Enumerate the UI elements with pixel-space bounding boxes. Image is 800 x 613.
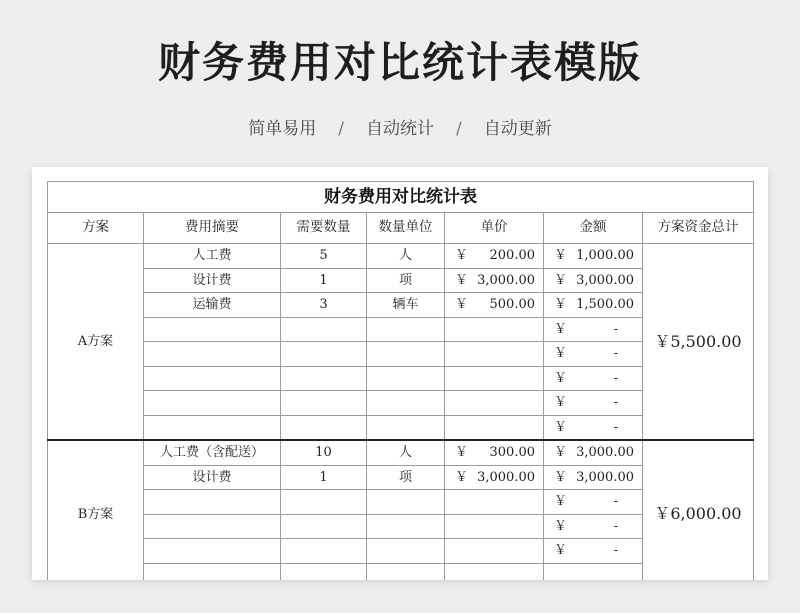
unit-cell-text: 人 bbox=[398, 248, 412, 264]
qty-cell-text: 1 bbox=[319, 272, 328, 288]
qty-cell[interactable] bbox=[281, 539, 367, 564]
plan-cell[interactable] bbox=[48, 244, 144, 441]
qty-cell[interactable] bbox=[281, 514, 367, 539]
qty-cell-text: 3 bbox=[319, 297, 328, 313]
currency-symbol: ￥ bbox=[455, 445, 469, 461]
price-cell[interactable] bbox=[445, 415, 544, 440]
amount-cell[interactable] bbox=[544, 465, 643, 490]
unit-cell[interactable] bbox=[367, 366, 445, 391]
subtitle-item: 自动更新 bbox=[483, 119, 552, 139]
unit-cell[interactable] bbox=[367, 514, 445, 539]
price-cell[interactable] bbox=[445, 539, 544, 564]
amount-cell-value: - bbox=[613, 395, 618, 411]
sheet-card bbox=[32, 167, 768, 580]
amount-cell[interactable] bbox=[544, 440, 643, 465]
subtitle bbox=[0, 114, 800, 139]
amount-cell[interactable] bbox=[544, 366, 643, 391]
price-cell[interactable] bbox=[445, 563, 544, 580]
item-cell[interactable] bbox=[144, 268, 281, 293]
price-cell[interactable] bbox=[445, 317, 544, 342]
qty-cell[interactable] bbox=[281, 366, 367, 391]
currency-symbol: ￥ bbox=[455, 297, 469, 313]
item-cell[interactable] bbox=[144, 514, 281, 539]
qty-cell[interactable] bbox=[281, 244, 367, 269]
header-cell-qty: 需要数量 bbox=[281, 213, 367, 244]
amount-cell-value: - bbox=[613, 543, 618, 559]
price-cell[interactable] bbox=[445, 293, 544, 318]
price-cell[interactable] bbox=[445, 465, 544, 490]
item-cell[interactable] bbox=[144, 440, 281, 465]
plan-cell-text: A方案 bbox=[77, 334, 114, 349]
unit-cell[interactable] bbox=[367, 490, 445, 515]
header-cell-item: 费用摘要 bbox=[144, 213, 281, 244]
plan-total-cell[interactable] bbox=[643, 244, 754, 441]
price-cell[interactable] bbox=[445, 244, 544, 269]
header-cell-amount: 金额 bbox=[544, 213, 643, 244]
table-row bbox=[48, 244, 754, 269]
price-cell[interactable] bbox=[445, 268, 544, 293]
currency-symbol: ￥ bbox=[554, 395, 568, 411]
price-cell[interactable] bbox=[445, 440, 544, 465]
unit-cell[interactable] bbox=[367, 391, 445, 416]
currency-symbol: ￥ bbox=[554, 370, 568, 386]
qty-cell[interactable] bbox=[281, 563, 367, 580]
item-cell[interactable] bbox=[144, 293, 281, 318]
currency-symbol: ￥ bbox=[554, 248, 568, 264]
qty-cell[interactable] bbox=[281, 317, 367, 342]
qty-cell[interactable] bbox=[281, 293, 367, 318]
price-cell[interactable] bbox=[445, 366, 544, 391]
amount-cell[interactable] bbox=[544, 415, 643, 440]
item-cell[interactable] bbox=[144, 415, 281, 440]
item-cell-text: 运输费 bbox=[192, 297, 232, 313]
currency-symbol: ￥ bbox=[455, 248, 469, 264]
qty-cell[interactable] bbox=[281, 440, 367, 465]
unit-cell[interactable] bbox=[367, 342, 445, 367]
price-cell-value: 500.00 bbox=[489, 297, 535, 313]
qty-cell[interactable] bbox=[281, 268, 367, 293]
currency-symbol: ￥ bbox=[554, 321, 568, 337]
table-row bbox=[48, 440, 754, 465]
amount-cell[interactable] bbox=[544, 539, 643, 564]
item-cell-text: 设计费 bbox=[192, 272, 232, 288]
amount-cell-value: 1,000.00 bbox=[576, 248, 634, 264]
amount-cell-value: - bbox=[613, 346, 618, 362]
amount-cell-value: - bbox=[613, 321, 618, 337]
item-cell-text: 设计费 bbox=[192, 469, 232, 485]
amount-cell-value: - bbox=[613, 494, 618, 510]
unit-cell[interactable] bbox=[367, 268, 445, 293]
item-cell[interactable] bbox=[144, 366, 281, 391]
plan-cell[interactable] bbox=[48, 440, 144, 580]
amount-cell[interactable] bbox=[544, 490, 643, 515]
subtitle-separator: / bbox=[338, 119, 344, 139]
item-cell[interactable] bbox=[144, 317, 281, 342]
amount-cell-value: - bbox=[613, 370, 618, 386]
qty-cell[interactable] bbox=[281, 490, 367, 515]
qty-cell-text: 5 bbox=[319, 248, 328, 264]
table-title: 财务费用对比统计表 bbox=[48, 182, 754, 213]
plan-total-cell-text: ￥6,000.00 bbox=[654, 504, 742, 523]
qty-cell[interactable] bbox=[281, 342, 367, 367]
amount-cell-value: 3,000.00 bbox=[576, 469, 634, 485]
qty-cell[interactable] bbox=[281, 391, 367, 416]
qty-cell-text: 10 bbox=[315, 445, 332, 461]
currency-symbol: ￥ bbox=[554, 518, 568, 534]
amount-cell[interactable] bbox=[544, 514, 643, 539]
amount-cell[interactable] bbox=[544, 268, 643, 293]
unit-cell[interactable] bbox=[367, 440, 445, 465]
unit-cell[interactable] bbox=[367, 465, 445, 490]
item-cell[interactable] bbox=[144, 563, 281, 580]
unit-cell-text: 人 bbox=[398, 445, 412, 461]
amount-cell-value: 3,000.00 bbox=[576, 445, 634, 461]
item-cell-text: 人工费 bbox=[192, 248, 232, 264]
amount-cell-value: - bbox=[613, 518, 618, 534]
price-cell-value: 200.00 bbox=[489, 248, 535, 264]
subtitle-separator: / bbox=[456, 119, 462, 139]
unit-cell[interactable] bbox=[367, 244, 445, 269]
amount-cell[interactable] bbox=[544, 317, 643, 342]
price-cell[interactable] bbox=[445, 391, 544, 416]
unit-cell-text: 辆车 bbox=[392, 297, 419, 313]
item-cell[interactable] bbox=[144, 342, 281, 367]
amount-cell-value: - bbox=[613, 419, 618, 435]
currency-symbol: ￥ bbox=[455, 272, 469, 288]
amount-cell[interactable] bbox=[544, 244, 643, 269]
price-cell[interactable] bbox=[445, 514, 544, 539]
plan-total-cell-text: ￥5,500.00 bbox=[654, 331, 742, 351]
qty-cell[interactable] bbox=[281, 465, 367, 490]
currency-symbol: ￥ bbox=[554, 297, 568, 313]
currency-symbol: ￥ bbox=[554, 494, 568, 510]
currency-symbol: ￥ bbox=[554, 469, 568, 485]
currency-symbol: ￥ bbox=[554, 543, 568, 559]
currency-symbol: ￥ bbox=[554, 346, 568, 362]
price-cell[interactable] bbox=[445, 342, 544, 367]
header-cell-total: 方案资金总计 bbox=[643, 213, 754, 244]
item-cell[interactable] bbox=[144, 490, 281, 515]
item-cell[interactable] bbox=[144, 465, 281, 490]
item-cell[interactable] bbox=[144, 391, 281, 416]
unit-cell[interactable] bbox=[367, 539, 445, 564]
header-cell-plan: 方案 bbox=[48, 213, 144, 244]
amount-cell[interactable] bbox=[544, 563, 643, 580]
price-cell-value: 3,000.00 bbox=[477, 469, 535, 485]
amount-cell[interactable] bbox=[544, 293, 643, 318]
unit-cell[interactable] bbox=[367, 563, 445, 580]
plan-total-cell[interactable] bbox=[643, 440, 754, 580]
amount-cell[interactable] bbox=[544, 391, 643, 416]
amount-cell-value: 1,500.00 bbox=[576, 297, 634, 313]
amount-cell-value: 3,000.00 bbox=[576, 272, 634, 288]
item-cell[interactable] bbox=[144, 539, 281, 564]
item-cell[interactable] bbox=[144, 244, 281, 269]
unit-cell[interactable] bbox=[367, 415, 445, 440]
currency-symbol: ￥ bbox=[554, 419, 568, 435]
price-cell-value: 300.00 bbox=[489, 445, 535, 461]
currency-symbol: ￥ bbox=[554, 272, 568, 288]
qty-cell[interactable] bbox=[281, 415, 367, 440]
unit-cell[interactable] bbox=[367, 293, 445, 318]
header-cell-price: 单价 bbox=[445, 213, 544, 244]
currency-symbol: ￥ bbox=[455, 469, 469, 485]
expense-table bbox=[47, 181, 754, 580]
currency-symbol: ￥ bbox=[554, 445, 568, 461]
item-cell-text: 人工费（含配送） bbox=[159, 445, 264, 461]
header-cell-unit: 数量单位 bbox=[367, 213, 445, 244]
unit-cell-text: 项 bbox=[398, 469, 412, 485]
qty-cell-text: 1 bbox=[319, 469, 328, 485]
page-title: 财务费用对比统计表模版 bbox=[157, 38, 642, 87]
price-cell[interactable] bbox=[445, 490, 544, 515]
subtitle-item: 简单易用 bbox=[248, 119, 317, 139]
subtitle-item: 自动统计 bbox=[366, 119, 434, 139]
unit-cell-text: 项 bbox=[398, 272, 412, 288]
plan-cell-text: B方案 bbox=[77, 506, 114, 522]
amount-cell[interactable] bbox=[544, 342, 643, 367]
price-cell-value: 3,000.00 bbox=[477, 272, 535, 288]
unit-cell[interactable] bbox=[367, 317, 445, 342]
